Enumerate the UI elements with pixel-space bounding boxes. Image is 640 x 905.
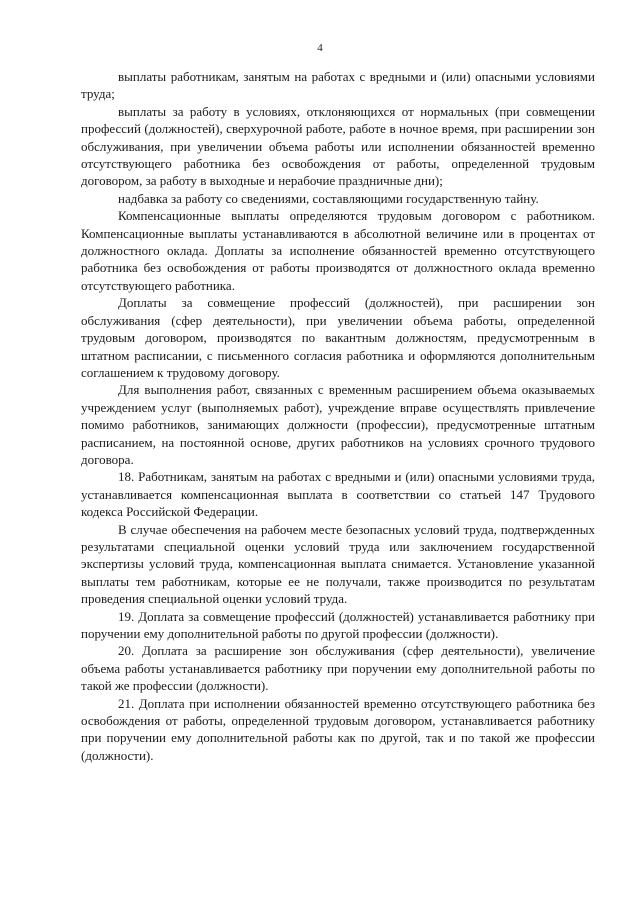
paragraph-compensation-determination: Компенсационные выплаты определяются трудовым договором с работником. Компенсационные выплаты устанавливаются в абсолютной величине или в процентах от должностного оклада. Доплаты за исполнение обязанностей временно отсутствующего работника без освобождения от работы производятся от должностного оклада временно отсутствующего работника. [81,208,595,293]
paragraph-abnormal-conditions-payments: выплаты за работу в условиях, отклоняющихся от нормальных (при совмещении профессий (должностей), сверхурочной работе, работе в ночное время, при расширении зон обслуживания, при увеличении объема работы или исполнении обязанностей временно отсутствующего работника без освобождения от работы, определенной трудовым договором, за работу в выходные и нерабочие праздничные дни); [81,103,595,189]
paragraph-item-20: 20. Доплата за расширение зон обслуживания (сфер деятельности), увеличение объема работы устанавливается работнику при поручении ему дополнительной работы по такой же профессии (должности). [81,643,595,694]
paragraph-item-19: 19. Доплата за совмещение профессий (должностей) устанавливается работнику при поручении ему дополнительной работы по другой профессии (должности). [81,608,595,641]
paragraph-temporary-expansion: Для выполнения работ, связанных с временным расширением объема оказываемых учреждением услуг (выполняемых работ), учреждение вправе осуществлять привлечение помимо работников, занимающих должности (профессии), предусмотренные штатным расписанием, на постоянной основе, других работников на условиях срочного трудового договора. [81,382,595,467]
paragraph-combination-surcharges: Доплаты за совмещение профессий (должностей), при расширении зон обслуживания (сфер деятельности), при увеличении объема работы, определенной трудовым договором, производятся по вакантным должностям, предусмотренным в штатном расписании, с письменного согласия работника и оформляются дополнительным соглашением к трудовому договору. [81,295,595,380]
paragraph-safe-conditions: В случае обеспечения на рабочем месте безопасных условий труда, подтвержденных результатами специальной оценки условий труда или заключением государственной экспертизы условий труда, компенсационная выплата снимается. Установление указанной выплаты тем работникам, которые ее не получали, также производится по результатам проведения специальной оценки условий труда. [81,521,595,607]
paragraph-harmful-conditions-payments: выплаты работникам, занятым на работах с вредными и (или) опасными условиями труда; [81,69,595,102]
paragraph-state-secret-allowance: надбавка за работу со сведениями, составляющими государственную тайну. [118,190,539,206]
page-number: 4 [317,42,323,54]
paragraph-item-18: 18. Работникам, занятым на работах с вредными и (или) опасными условиями труда, устанавливается компенсационная выплата в соответствии со статьей 147 Трудового кодекса Российской Федерации. [81,469,595,520]
document-body [81,68,595,764]
paragraph-item-21: 21. Доплата при исполнении обязанностей временно отсутствующего работника без освобождения от работы, определенной трудовым договором, устанавливается работнику при поручении ему дополнительной работы как по другой, так и по такой же профессии (должности). [81,695,595,763]
